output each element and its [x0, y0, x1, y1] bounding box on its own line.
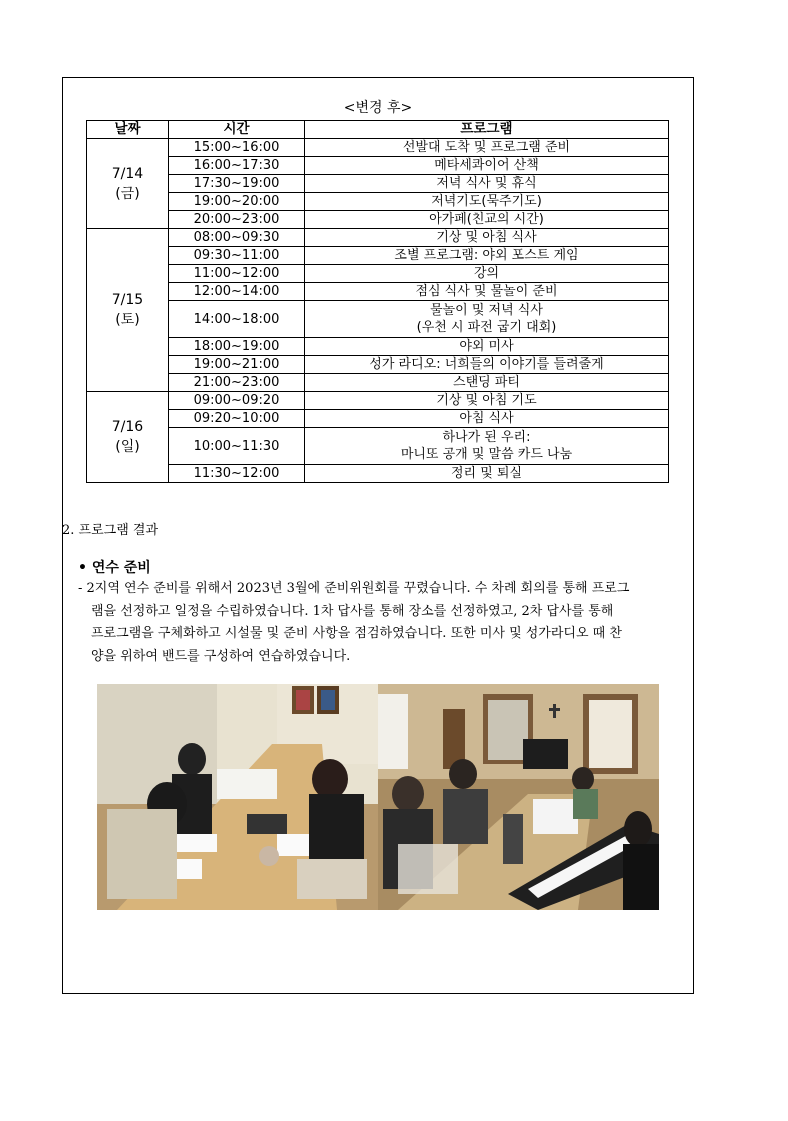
program-cell	[305, 338, 669, 356]
weekday-label: (토)	[115, 312, 140, 328]
program-cell	[305, 465, 669, 483]
weekday-label: (금)	[115, 185, 140, 202]
program-line: 아침 식사	[459, 411, 514, 426]
program-line: 저녁 식사 및 휴식	[436, 176, 537, 191]
table-row	[87, 465, 669, 483]
program-line: 기상 및 아침 식사	[436, 230, 537, 245]
table-caption: <변경 후>	[343, 100, 413, 116]
section-title: 2. 프로그램 결과	[62, 523, 159, 538]
program-line: 물놀이 및 저녁 식사	[430, 303, 543, 318]
date-label: 7/15	[111, 292, 144, 308]
time-cell: 11:00~12:00	[169, 265, 305, 283]
program-line: 마니또 공개 및 말씀 카드 나눔	[400, 447, 573, 462]
table-row	[87, 338, 669, 356]
program-cell	[305, 247, 669, 265]
program-cell	[305, 374, 669, 392]
table-row	[87, 392, 669, 410]
preparation-paragraph	[78, 578, 694, 668]
photo-meeting	[97, 684, 378, 910]
program-cell	[305, 193, 669, 211]
time-cell: 09:20~10:00	[169, 410, 305, 428]
time-cell: 17:30~19:00	[169, 175, 305, 193]
table-row	[87, 193, 669, 211]
program-line: (우천 시 파전 굽기 대회)	[416, 320, 557, 335]
time-cell: 10:00~11:30	[169, 428, 305, 465]
table-row	[87, 175, 669, 193]
time-cell: 12:00~14:00	[169, 283, 305, 301]
program-line: 강의	[473, 266, 500, 281]
time-cell: 09:00~09:20	[169, 392, 305, 410]
date-cell	[87, 229, 169, 392]
table-row	[87, 211, 669, 229]
program-line: 스탠딩 파티	[453, 375, 520, 390]
program-cell	[305, 139, 669, 157]
program-line: 아가페(친교의 시간)	[429, 212, 544, 227]
table-row	[87, 301, 669, 338]
date-cell	[87, 392, 169, 483]
program-line: 점심 식사 및 물놀이 준비	[415, 284, 558, 299]
table-row	[87, 229, 669, 247]
time-cell: 14:00~18:00	[169, 301, 305, 338]
header-time: 시간	[169, 121, 305, 139]
paragraph-line: 프로그램을 구체화하고 시설물 및 준비 사항을 점검하였습니다. 또한 미사 및 성가라디오 때 찬	[91, 626, 622, 641]
program-line: 기상 및 아침 기도	[436, 393, 537, 408]
program-line: 선발대 도착 및 프로그램 준비	[402, 140, 571, 155]
table-row	[87, 374, 669, 392]
program-line: 조별 프로그램: 야외 포스트 게임	[394, 248, 579, 263]
program-cell	[305, 410, 669, 428]
paragraph-line: 램을 선정하고 일정을 수립하였습니다. 1차 답사를 통해 장소를 선정하였고, 2차 답사를 통해	[91, 603, 614, 619]
table-header-row	[87, 121, 669, 139]
program-cell	[305, 283, 669, 301]
time-cell: 19:00~20:00	[169, 193, 305, 211]
subsection-title: • 연수 준비	[78, 560, 151, 576]
program-line: 저녁기도(묵주기도)	[431, 194, 542, 209]
program-line: 성가 라디오: 너희들의 이야기를 들려줄게	[369, 357, 604, 372]
table-row	[87, 265, 669, 283]
paragraph-line: - 2지역 연수 준비를 위해서 2023년 3월에 준비위원회를 꾸렸습니다. 수 차례 회의를 통해 프로그	[78, 581, 630, 596]
table-row	[87, 356, 669, 374]
time-cell: 21:00~23:00	[169, 374, 305, 392]
date-cell	[87, 139, 169, 229]
photo-band-practice	[378, 684, 659, 910]
time-cell: 08:00~09:30	[169, 229, 305, 247]
schedule-table	[86, 120, 669, 483]
time-cell: 15:00~16:00	[169, 139, 305, 157]
table-row	[87, 283, 669, 301]
program-cell	[305, 301, 669, 338]
time-cell: 16:00~17:30	[169, 157, 305, 175]
program-cell	[305, 356, 669, 374]
program-cell	[305, 211, 669, 229]
table-row	[87, 247, 669, 265]
program-cell	[305, 392, 669, 410]
paragraph-line: 양을 위하여 밴드를 구성하여 연습하였습니다.	[91, 648, 351, 664]
table-row	[87, 157, 669, 175]
time-cell: 09:30~11:00	[169, 247, 305, 265]
time-cell: 19:00~21:00	[169, 356, 305, 374]
program-cell	[305, 157, 669, 175]
program-line: 정리 및 퇴실	[450, 466, 523, 481]
program-cell	[305, 265, 669, 283]
program-cell	[305, 175, 669, 193]
date-label: 7/16	[111, 419, 144, 435]
program-line: 야외 미사	[459, 339, 514, 354]
weekday-label: (일)	[115, 439, 140, 455]
time-cell: 11:30~12:00	[169, 465, 305, 483]
header-date: 날짜	[87, 121, 169, 139]
table-row	[87, 428, 669, 465]
program-line: 메타세콰이어 산책	[434, 158, 539, 173]
date-label: 7/14	[111, 165, 144, 182]
header-program: 프로그램	[305, 121, 669, 139]
program-cell	[305, 428, 669, 465]
table-row	[87, 139, 669, 157]
time-cell: 20:00~23:00	[169, 211, 305, 229]
program-line: 하나가 된 우리:	[442, 430, 531, 445]
table-row	[87, 410, 669, 428]
time-cell: 18:00~19:00	[169, 338, 305, 356]
program-cell	[305, 229, 669, 247]
